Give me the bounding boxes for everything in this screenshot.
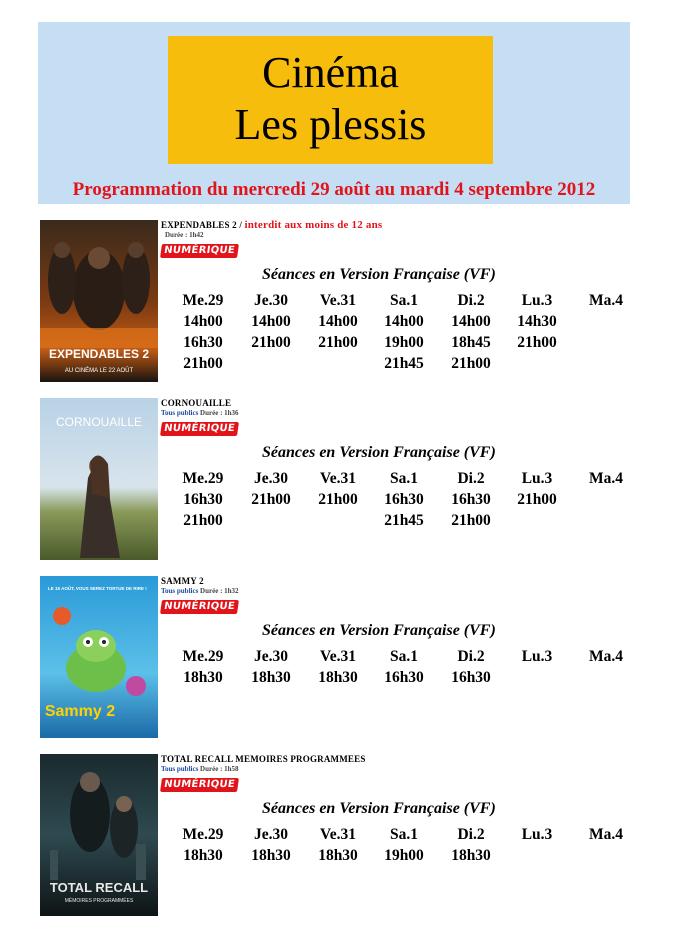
day-label: Ve.31 [319,826,357,843]
day-header-row [170,290,650,311]
poster-sub-expendables: AU CINÉMA LE 22 AOÛT [64,368,134,374]
showtime: 21h00 [183,512,223,529]
showtimes-grid [170,468,650,531]
showtime-row [170,489,650,510]
showtime: 21h45 [384,512,424,529]
day-label: Ve.31 [319,470,357,487]
showtime: 19h00 [384,334,424,351]
showtime: 21h00 [451,512,491,529]
numerique-badge: NUMÉRIQUE [160,422,239,436]
showtime: 16h30 [451,669,491,686]
seances-label: Séances en Version Française (VF) [262,800,496,817]
showtime: 14h00 [251,313,291,330]
title-separator: / [239,220,243,230]
poster-cornouaille [40,398,158,560]
day-label: Ma.4 [588,648,623,665]
day-label: Lu.3 [521,292,553,309]
movie-info [161,398,631,529]
day-label: Je.30 [253,470,288,487]
day-header-row [170,824,650,845]
poster-title-sammy: Sammy 2 [44,703,116,720]
movie-block-total-recall [40,754,640,918]
showtime: 21h00 [183,355,223,372]
day-label: Ma.4 [588,826,623,843]
day-label: Ma.4 [588,292,623,309]
movie-audience: Tous publics [161,587,199,595]
programmation-dates: Programmation du mercredi 29 août au mardi 4 septembre 2012 [72,179,596,200]
day-label: Ve.31 [319,292,357,309]
movie-info [161,576,631,686]
numerique-badge: NUMÉRIQUE [160,600,239,614]
movie-duration: Durée : 1h42 [165,231,204,239]
showtime: 18h30 [251,847,291,864]
showtime: 21h00 [251,334,291,351]
showtime-row [170,845,650,866]
cinema-name-line2: Les plessis [234,100,427,149]
showtime: 14h30 [517,313,557,330]
day-label: Me.29 [182,826,224,843]
showtimes-grid [170,824,650,866]
day-label: Sa.1 [390,648,418,665]
showtime-row [170,510,650,531]
day-label: Je.30 [253,648,288,665]
showtimes-grid [170,646,650,688]
poster-title-expendables: EXPENDABLES 2 [48,347,150,361]
showtime: 21h00 [517,491,557,508]
showtime: 18h45 [451,334,491,351]
showtime-row [170,332,650,353]
day-label: Me.29 [182,648,224,665]
showtime-row [170,311,650,332]
numerique-badge: NUMÉRIQUE [160,244,239,258]
movie-info [161,754,631,864]
movie-duration: Durée : 1h58 [200,765,239,773]
day-label: Ve.31 [319,648,357,665]
showtime-row [170,353,650,374]
numerique-badge: NUMÉRIQUE [160,778,239,792]
day-label: Di.2 [457,648,485,665]
day-label: Lu.3 [521,470,553,487]
day-label: Ma.4 [588,470,623,487]
day-label: Je.30 [253,292,288,309]
showtime: 19h00 [384,847,424,864]
movie-title: TOTAL RECALL MEMOIRES PROGRAMMEES [161,754,366,764]
day-label: Je.30 [253,826,288,843]
showtime: 16h30 [384,491,424,508]
showtime: 18h30 [251,669,291,686]
day-label: Me.29 [182,292,224,309]
day-label: Sa.1 [390,470,418,487]
movie-title: EXPENDABLES 2 [161,220,237,230]
showtime: 21h00 [318,491,358,508]
showtime: 18h30 [183,847,223,864]
day-label: Sa.1 [390,826,418,843]
day-label: Di.2 [457,826,485,843]
day-label: Me.29 [182,470,224,487]
movie-audience: Tous publics [161,409,199,417]
showtime: 16h30 [183,334,223,351]
showtimes-grid [170,290,650,374]
showtime: 21h00 [451,355,491,372]
movie-info [161,219,631,372]
day-label: Sa.1 [390,292,418,309]
age-warning: interdit aux moins de 12 ans [244,219,383,231]
showtime: 21h00 [517,334,557,351]
day-label: Di.2 [457,292,485,309]
movie-duration: Durée : 1h36 [200,409,239,417]
showtime: 18h30 [318,847,358,864]
showtime: 16h30 [183,491,223,508]
showtime: 18h30 [183,669,223,686]
header-banner [38,22,630,204]
showtime: 14h00 [451,313,491,330]
showtime: 18h30 [451,847,491,864]
poster-sammy [40,576,158,738]
showtime: 21h00 [251,491,291,508]
poster-sub-total-recall: MÉMOIRES PROGRAMMÉES [64,898,134,904]
seances-label: Séances en Version Française (VF) [262,266,496,283]
showtime: 18h30 [318,669,358,686]
movie-block-sammy [40,576,640,740]
movie-block-expendables [40,220,640,384]
day-header-row [170,468,650,489]
day-label: Lu.3 [521,826,553,843]
showtime: 16h30 [451,491,491,508]
movie-audience: Tous publics [161,765,199,773]
poster-title-total-recall: TOTAL RECALL [49,880,149,895]
movie-block-cornouaille [40,398,640,562]
day-label: Di.2 [457,470,485,487]
poster-tagline-sammy: LE 15 AOÛT, VOUS SEREZ TORTUE DE RIRE ! [48,586,147,591]
poster-expendables [40,220,158,382]
showtime: 21h45 [384,355,424,372]
movie-title: SAMMY 2 [161,576,204,586]
day-header-row [170,646,650,667]
movie-title: CORNOUAILLE [161,398,232,408]
day-label: Lu.3 [521,648,553,665]
seances-label: Séances en Version Française (VF) [262,444,496,461]
showtime: 14h00 [183,313,223,330]
showtime-row [170,667,650,688]
poster-title-cornouaille: CORNOUAILLE [55,415,143,429]
cinema-title-box [168,36,493,164]
movie-duration: Durée : 1h32 [200,587,239,595]
showtime: 14h00 [318,313,358,330]
showtime: 14h00 [384,313,424,330]
showtime: 21h00 [318,334,358,351]
showtime: 16h30 [384,669,424,686]
cinema-name-line1: Cinéma [262,48,399,97]
seances-label: Séances en Version Française (VF) [262,622,496,639]
poster-total-recall [40,754,158,916]
